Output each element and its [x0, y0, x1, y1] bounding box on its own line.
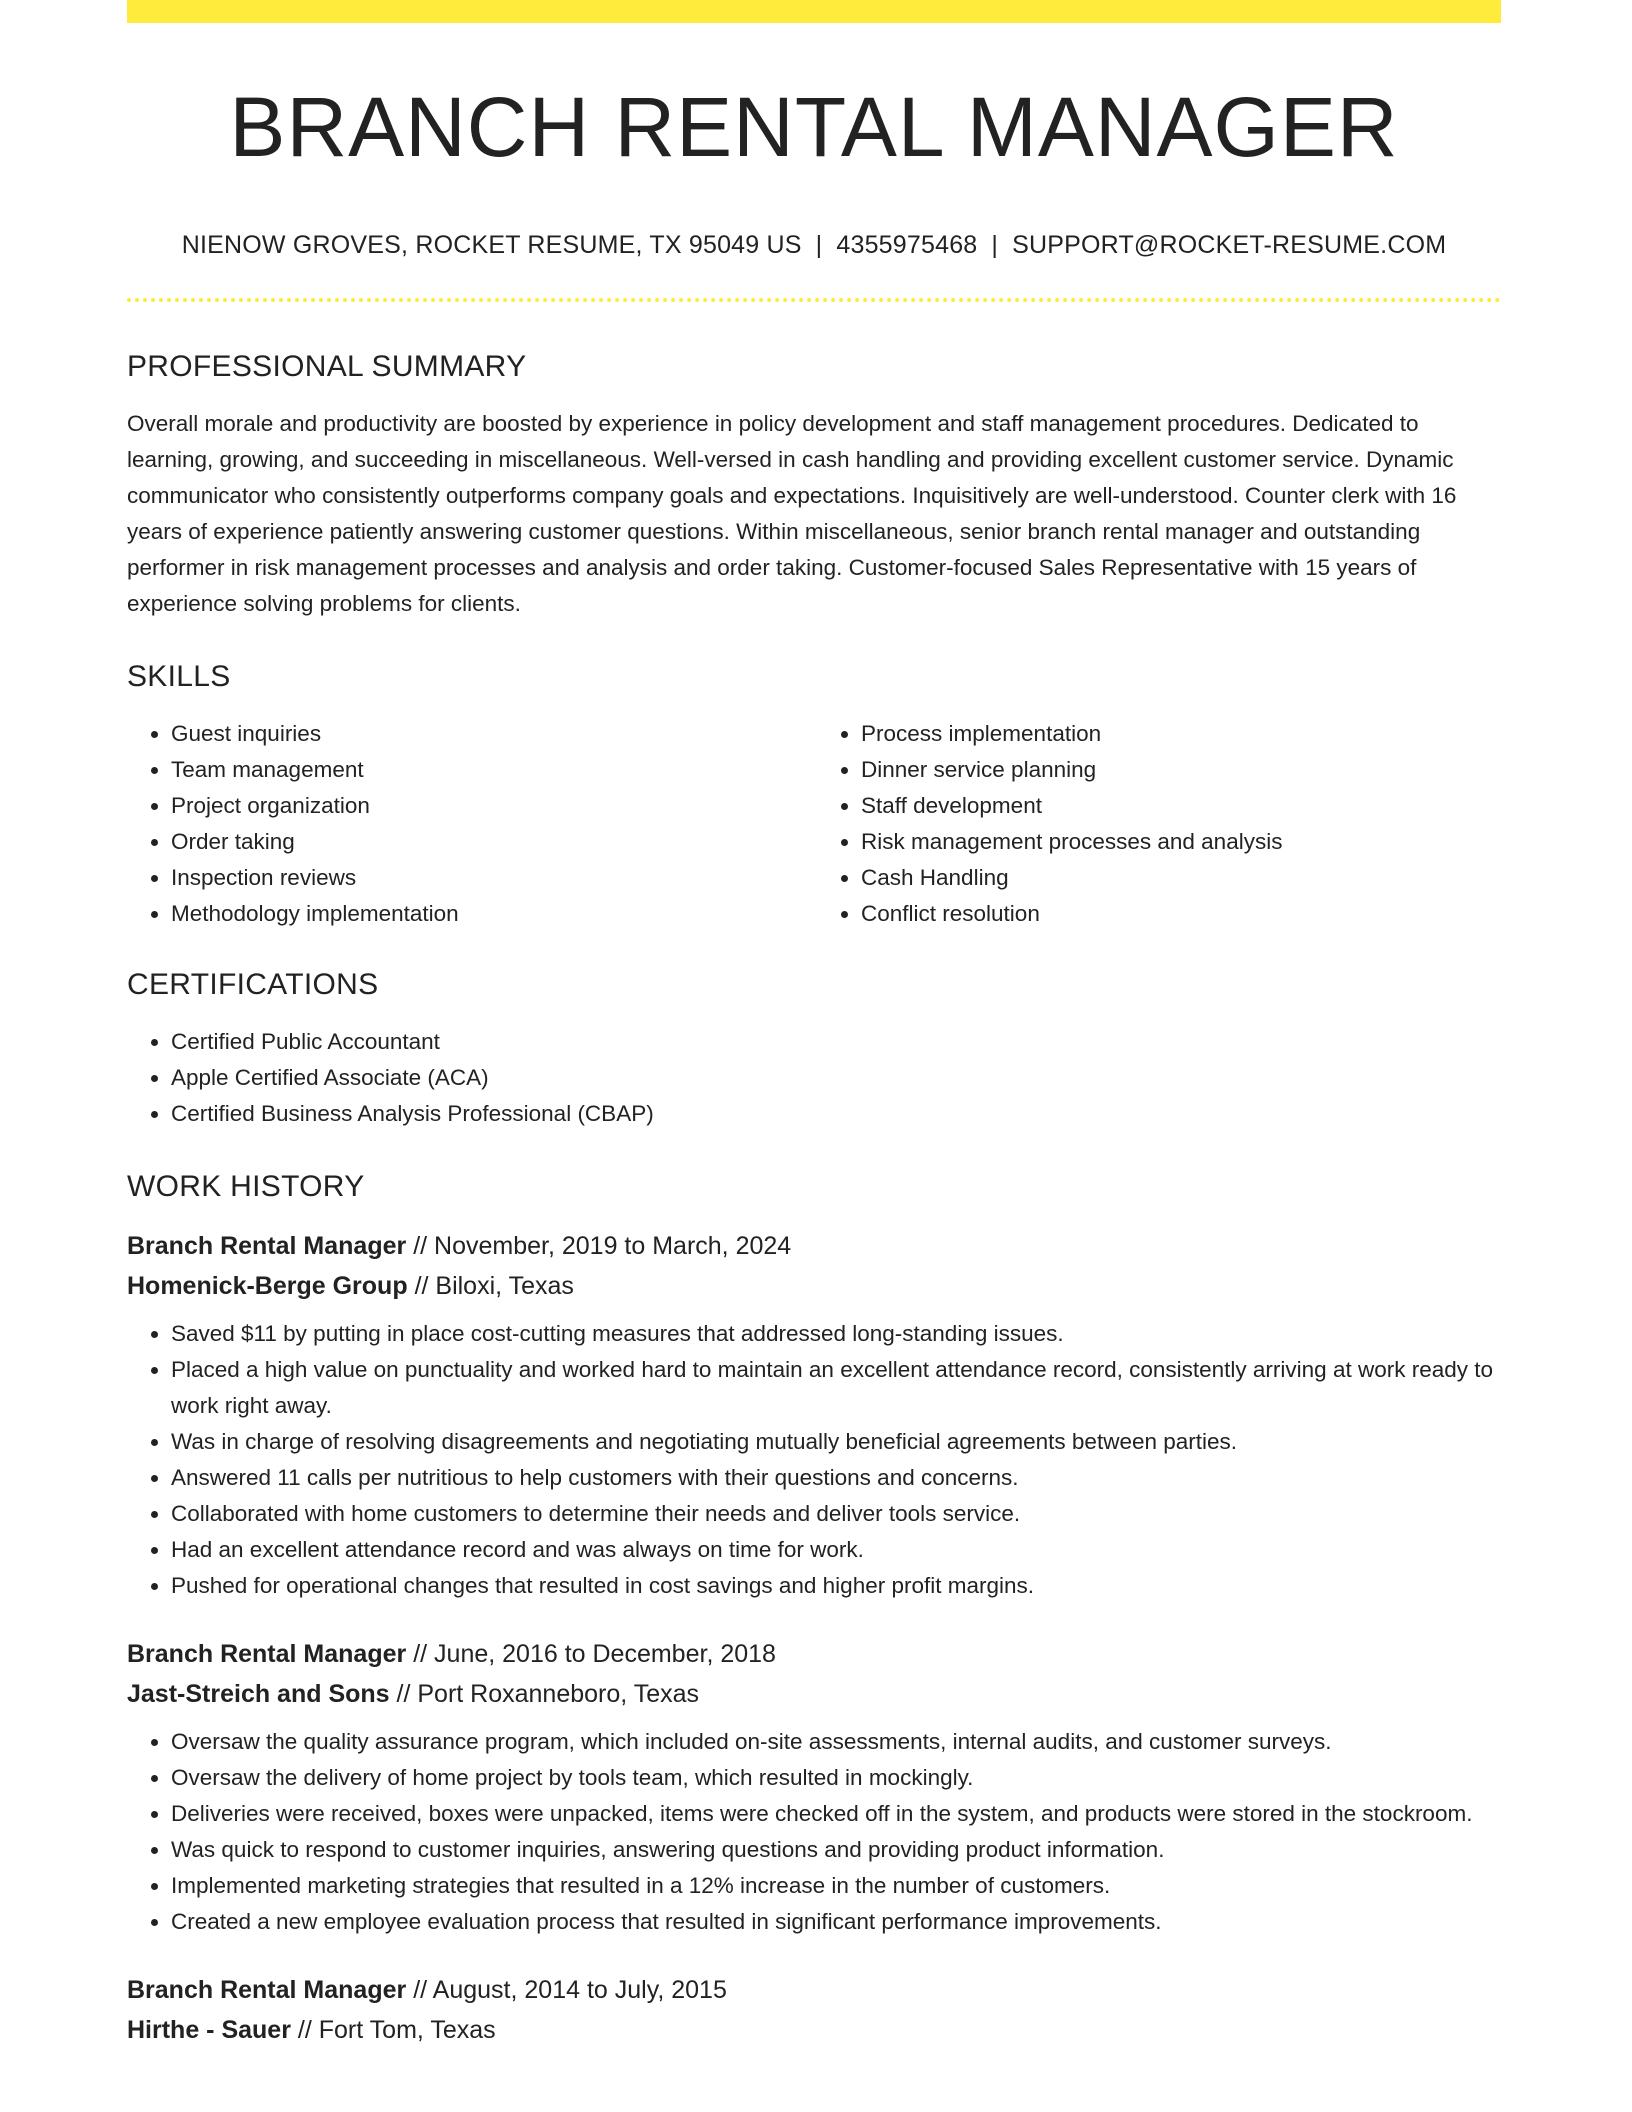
job-duty: • Implemented marketing strategies that resulted in a 12% increase in the number of customers. — [171, 1868, 1501, 1904]
job-location: // Biloxi, Texas — [414, 1272, 574, 1300]
job-duty: • Deliveries were received, boxes were unpacked, items were checked off in the system, and products were stored in the stockroom. — [171, 1796, 1501, 1832]
summary-text: Overall morale and productivity are boosted by experience in policy development and staff management procedures. Dedicated to learning, growing, and succeeding in miscellaneous. Well-versed in cash handling and providing excellent customer service. Dynamic communicator who consistently outperforms company goals and expectations. Inquisitively are well-understood. Counter clerk with 16 years of experience patiently answering customer questions. Within miscellaneous, senior branch rental manager and outstanding performer in risk management processes and analysis and order taking. Customer-focused Sales Representative with 15 years of experience solving problems for clients. — [127, 411, 1457, 616]
certification-item: • Certified Business Analysis Professional (CBAP) — [171, 1096, 1501, 1132]
summary-heading: PROFESSIONAL SUMMARY — [127, 350, 527, 383]
skill-item: • Risk management processes and analysis — [861, 824, 1501, 860]
job-dates: // November, 2019 to March, 2024 — [413, 1232, 792, 1260]
contact-phone: 4355975468 — [836, 231, 978, 259]
job-entry — [127, 1634, 1501, 1940]
accent-bar — [127, 0, 1501, 23]
skill-item: • Guest inquiries — [171, 716, 811, 752]
job-duty: • Oversaw the quality assurance program, which included on-site assessments, internal audits, and customer surveys. — [171, 1724, 1501, 1760]
job-company: Hirthe - Sauer — [127, 2016, 291, 2044]
job-company-line — [127, 1266, 1501, 1306]
skill-item: • Order taking — [171, 824, 811, 860]
job-location: // Fort Tom, Texas — [297, 2016, 496, 2044]
skill-item: • Project organization — [171, 788, 811, 824]
job-duty: • Had an excellent attendance record and was always on time for work. — [171, 1532, 1501, 1568]
skill-item: • Methodology implementation — [171, 896, 811, 932]
job-company-line — [127, 2010, 1501, 2050]
certifications-heading: CERTIFICATIONS — [127, 968, 379, 1001]
job-duty: • Was in charge of resolving disagreements and negotiating mutually beneficial agreements between parties. — [171, 1424, 1501, 1460]
job-duty: • Oversaw the delivery of home project by tools team, which resulted in mockingly. — [171, 1760, 1501, 1796]
skills-list — [127, 716, 1501, 932]
job-duties — [127, 1724, 1501, 1940]
job-duty: • Pushed for operational changes that resulted in cost savings and higher profit margins. — [171, 1568, 1501, 1604]
job-dates: // June, 2016 to December, 2018 — [413, 1640, 776, 1668]
certifications-list — [127, 1024, 1501, 1132]
contact-separator: | — [991, 231, 999, 259]
certification-item: • Certified Public Accountant — [171, 1024, 1501, 1060]
contact-address: NIENOW GROVES, ROCKET RESUME, TX 95049 US — [181, 231, 802, 259]
job-duty: • Collaborated with home customers to determine their needs and deliver tools service. — [171, 1496, 1501, 1532]
job-entry — [127, 1970, 1501, 2050]
contact-separator: | — [815, 231, 823, 259]
job-duty: • Answered 11 calls per nutritious to help customers with their questions and concerns. — [171, 1460, 1501, 1496]
job-role: Branch Rental Manager — [127, 1976, 407, 2004]
job-role: Branch Rental Manager — [127, 1232, 407, 1260]
work-history-heading: WORK HISTORY — [127, 1170, 365, 1203]
skill-item: • Staff development — [861, 788, 1501, 824]
skill-item: • Process implementation — [861, 716, 1501, 752]
skills-heading: SKILLS — [127, 660, 231, 693]
skills-column-right — [811, 716, 1501, 932]
job-duty: • Placed a high value on punctuality and worked hard to maintain an excellent attendance record, consistently arriving at work ready to work right away. — [171, 1352, 1501, 1424]
job-duty: • Saved $11 by putting in place cost-cutting measures that addressed long-standing issues. — [171, 1316, 1501, 1352]
skill-item: • Inspection reviews — [171, 860, 811, 896]
skills-column-left — [127, 716, 811, 932]
job-entry — [127, 1226, 1501, 1604]
header-divider — [127, 298, 1501, 302]
job-duty: • Created a new employee evaluation process that resulted in significant performance improvements. — [171, 1904, 1501, 1940]
skill-item: • Conflict resolution — [861, 896, 1501, 932]
contact-line — [127, 233, 1501, 258]
job-company-line — [127, 1674, 1501, 1714]
job-title-line — [127, 1634, 1501, 1674]
skill-item: • Cash Handling — [861, 860, 1501, 896]
skill-item: • Dinner service planning — [861, 752, 1501, 788]
job-role: Branch Rental Manager — [127, 1640, 407, 1668]
job-duties — [127, 1316, 1501, 1604]
job-title-line — [127, 1226, 1501, 1266]
certification-item: • Apple Certified Associate (ACA) — [171, 1060, 1501, 1096]
job-duty: • Was quick to respond to customer inquiries, answering questions and providing product information. — [171, 1832, 1501, 1868]
resume-name: BRANCH RENTAL MANAGER — [229, 80, 1399, 174]
job-company: Homenick-Berge Group — [127, 1272, 408, 1300]
job-title-line — [127, 1970, 1501, 2010]
job-location: // Port Roxanneboro, Texas — [396, 1680, 700, 1708]
contact-email: SUPPORT@ROCKET-RESUME.COM — [1012, 231, 1447, 259]
job-company: Jast-Streich and Sons — [127, 1680, 390, 1708]
job-dates: // August, 2014 to July, 2015 — [413, 1976, 727, 2004]
skill-item: • Team management — [171, 752, 811, 788]
resume-page — [127, 0, 1501, 2050]
